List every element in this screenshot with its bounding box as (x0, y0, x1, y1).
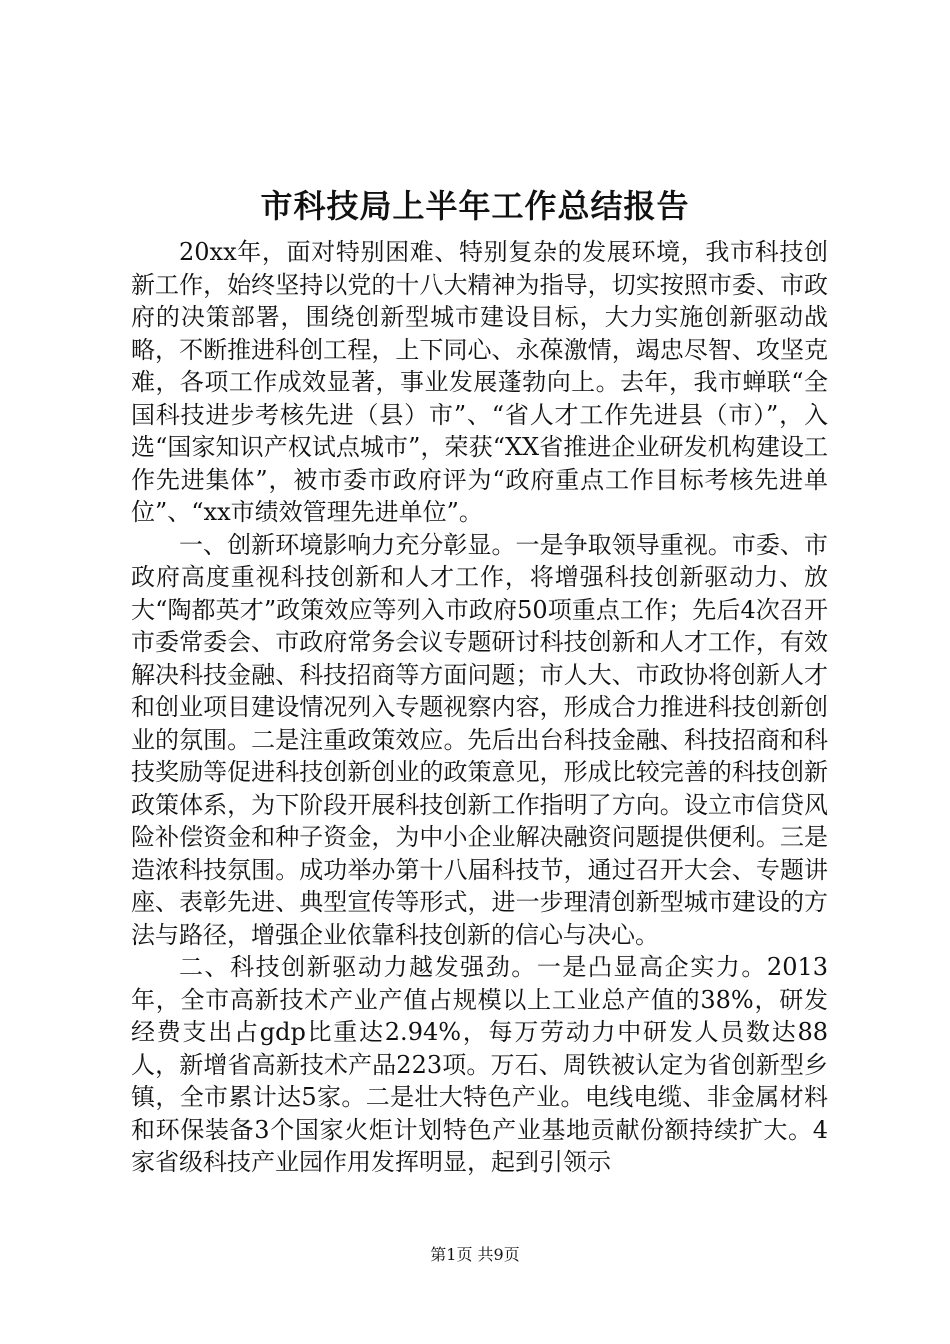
paragraph-section-2: 二、科技创新驱动力越发强劲。一是凸显高企实力。2013年，全市高新技术产业产值占规模以上工业总产值的38%，研发经费支出占gdp比重达2.94%，每万劳动力中研发人员数达88人，新增省高新技术产品223项。万石、周铁被认定为省创新型乡镇，全市累计达5家。二是壮大特色产业。电线电缆、非金属材料和环保装备3个国家火炬计划特色产业基地贡献份额持续扩大。4家省级科技产业园作用发挥明显，起到引领示 (131, 953, 828, 1176)
paragraph-intro: 20xx年，面对特别困难、特别复杂的发展环境，我市科技创新工作，始终坚持以党的十八大精神为指导，切实按照市委、市政府的决策部署，围绕创新型城市建设目标，大力实施创新驱动战略，不断推进科创工程，上下同心、永葆激情，竭忠尽智、攻坚克难，各项工作成效显著，事业发展蓬勃向上。去年，我市蝉联“全国科技进步考核先进（县）市”、“省人才工作先进县（市）”，入选“国家知识产权试点城市”，荣获“XX省推进企业研发机构建设工作先进集体”，被市委市政府评为“政府重点工作目标考核先进单位”、“xx市绩效管理先进单位”。 (131, 238, 828, 526)
page-footer: 第1页 共9页 (430, 1245, 520, 1264)
document-title: 市科技局上半年工作总结报告 (260, 187, 690, 225)
document-body (131, 236, 828, 1179)
paragraph-section-1: 一、创新环境影响力充分彰显。一是争取领导重视。市委、市政府高度重视科技创新和人才工作，将增强科技创新驱动力、放大“陶都英才”政策效应等列入市政府50项重点工作；先后4次召开市委常委会、市政府常务会议专题研讨科技创新和人才工作，有效解决科技金融、科技招商等方面问题；市人大、市政协将创新人才和创业项目建设情况列入专题视察内容，形成合力推进科技创新创业的氛围。二是注重政策效应。先后出台科技金融、科技招商和科技奖励等促进科技创新创业的政策意见，形成比较完善的科技创新政策体系，为下阶段开展科技创新工作指明了方向。设立市信贷风险补偿资金和种子资金，为中小企业解决融资问题提供便利。三是造浓科技氛围。成功举办第十八届科技节，通过召开大会、专题讲座、表彰先进、典型宣传等形式，进一步理清创新型城市建设的方法与路径，增强企业依靠科技创新的信心与决心。 (131, 530, 828, 949)
